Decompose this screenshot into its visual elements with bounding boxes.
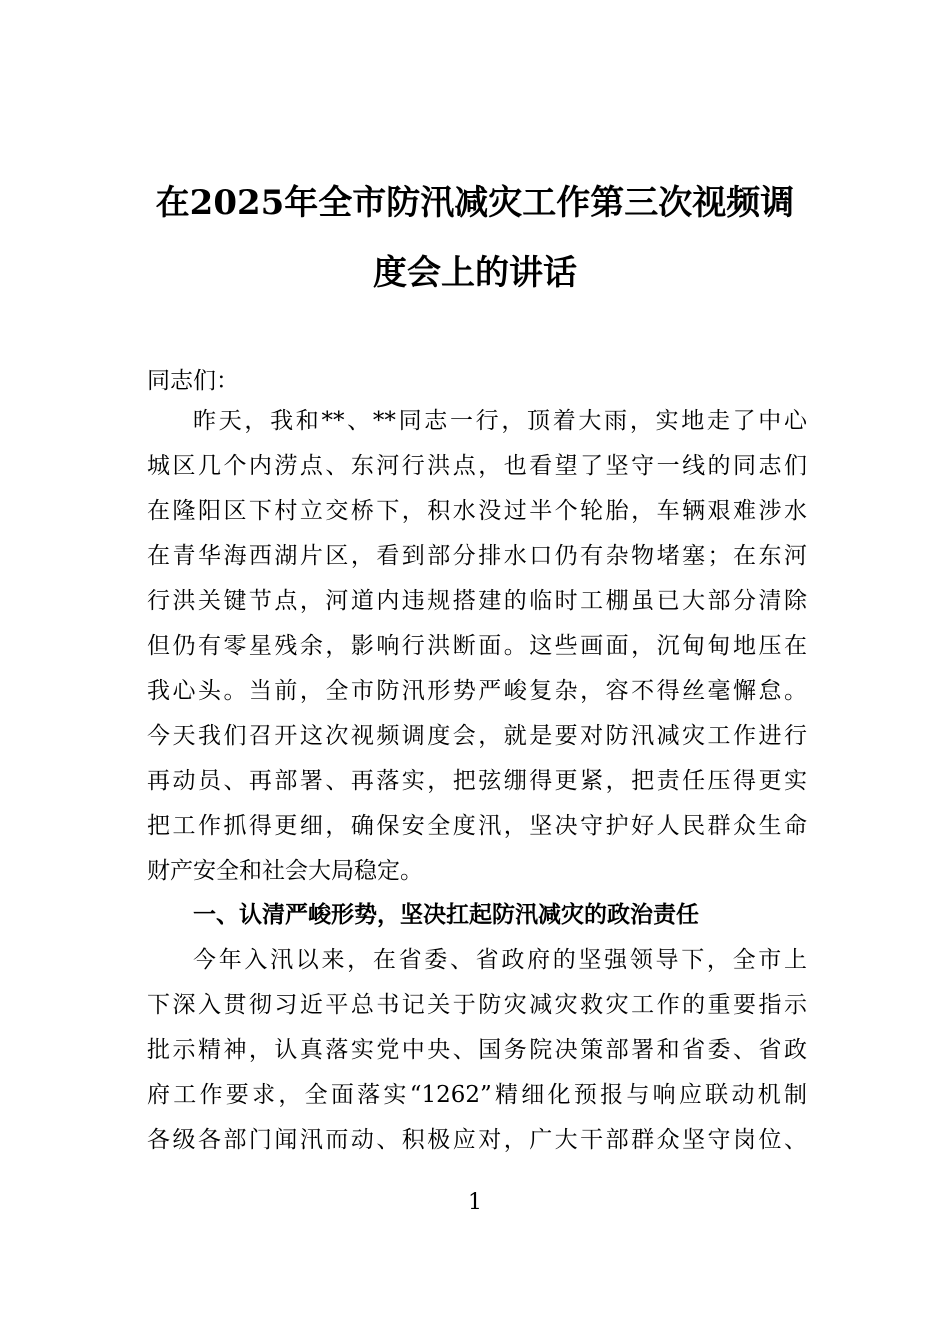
paragraph-1-line: 财产安全和社会大局稳定。 xyxy=(147,858,423,884)
paragraph-1-line: 但仍有零星残余，影响行洪断面。这些画面，沉甸甸地压在 xyxy=(147,633,807,659)
paragraph-1-line: 把工作抓得更细，确保安全度汛，坚决守护好人民群众生命 xyxy=(147,813,807,839)
paragraph-1-line: 我心头。当前，全市防汛形势严峻复杂，容不得丝毫懈怠。 xyxy=(147,678,807,704)
paragraph-1-line: 再动员、再部署、再落实，把弦绷得更紧，把责任压得更实 xyxy=(147,768,807,794)
paragraph-2-line: 各级各部门闻汛而动、积极应对，广大干部群众坚守岗位、 xyxy=(147,1127,807,1153)
paragraph-1-line: 在隆阳区下村立交桥下，积水没过半个轮胎，车辆艰难涉水 xyxy=(147,498,807,524)
paragraph-1-line: 今天我们召开这次视频调度会，就是要对防汛减灾工作进行 xyxy=(147,723,807,749)
paragraph-2-line: 批示精神，认真落实党中央、国务院决策部署和省委、省政 xyxy=(147,1037,807,1063)
section-heading-1: 一、认清严峻形势，坚决扛起防汛减灾的政治责任 xyxy=(193,902,699,928)
paragraph-1-line: 在青华海西湖片区，看到部分排水口仍有杂物堵塞；在东河 xyxy=(147,543,807,569)
document-title-line-2: 度会上的讲话 xyxy=(373,253,577,293)
paragraph-1-line: 城区几个内涝点、东河行洪点，也看望了坚守一线的同志们 xyxy=(147,453,807,479)
document-title-line-1: 在2025年全市防汛减灾工作第三次视频调 xyxy=(155,183,795,223)
page-number: 1 xyxy=(468,1190,482,1215)
paragraph-2-line: 府工作要求，全面落实“1262”精细化预报与响应联动机制 xyxy=(147,1082,807,1108)
salutation: 同志们： xyxy=(147,368,239,394)
paragraph-1-line: 行洪关键节点，河道内违规搭建的临时工棚虽已大部分清除 xyxy=(147,588,807,614)
paragraph-1-line: 昨天，我和**、**同志一行，顶着大雨，实地走了中心 xyxy=(193,408,807,434)
paragraph-2-line: 今年入汛以来，在省委、省政府的坚强领导下，全市上 xyxy=(193,947,807,973)
paragraph-2-line: 下深入贯彻习近平总书记关于防灾减灾救灾工作的重要指示 xyxy=(147,992,807,1018)
